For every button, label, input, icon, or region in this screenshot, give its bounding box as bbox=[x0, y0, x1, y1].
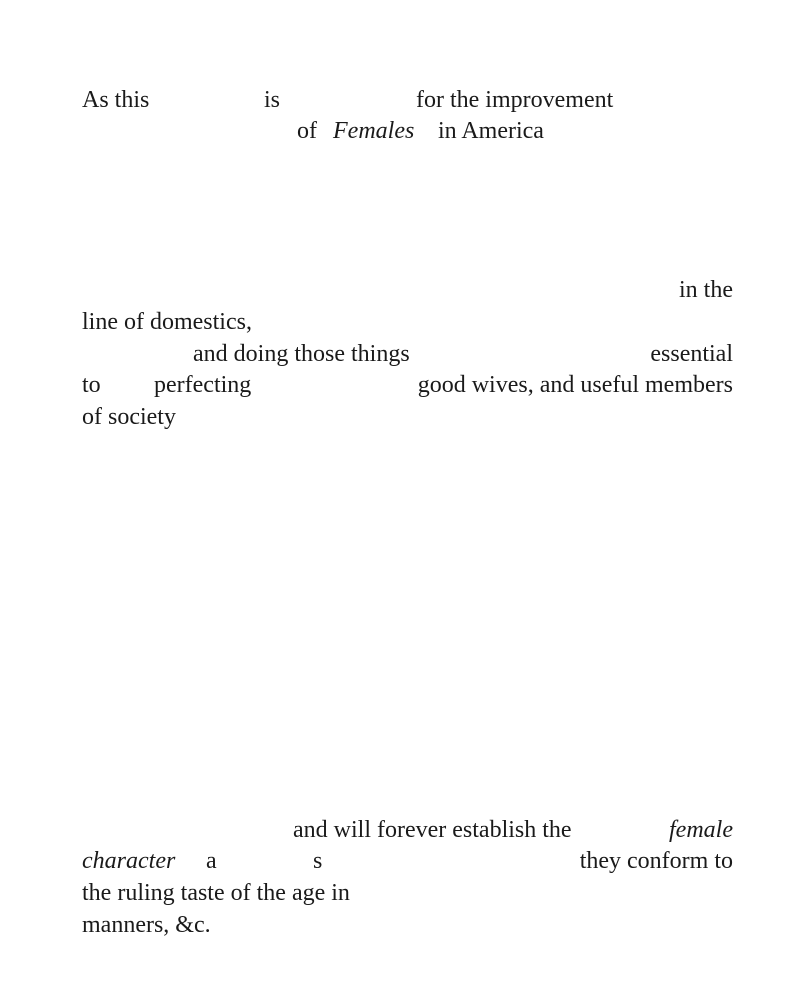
text-fragment: the ruling taste of the age in bbox=[82, 880, 350, 906]
text-fragment: a bbox=[206, 848, 217, 874]
text-fragment: of society bbox=[82, 404, 176, 430]
text-fragment: As this bbox=[82, 87, 150, 113]
text-fragment-italic: Females bbox=[333, 118, 415, 144]
text-fragment: manners, &c. bbox=[82, 912, 211, 938]
text-fragment: and doing those things bbox=[193, 341, 410, 367]
text-fragment: to bbox=[82, 372, 101, 398]
text-fragment: perfecting bbox=[154, 372, 252, 398]
text-fragment: of bbox=[297, 118, 317, 144]
text-fragment: in the bbox=[679, 277, 733, 303]
text-fragment: they conform to bbox=[579, 848, 733, 874]
text-fragment-italic: character bbox=[82, 848, 176, 874]
text-fragment: line of domestics, bbox=[82, 309, 252, 335]
text-fragment: and will forever establish the bbox=[293, 817, 572, 843]
text-fragment: for the improvement bbox=[416, 87, 614, 113]
text-fragment: in America bbox=[438, 118, 544, 144]
text-fragment: is bbox=[264, 87, 281, 113]
text-fragment: s bbox=[313, 848, 323, 874]
text-fragment-italic: female bbox=[669, 817, 733, 843]
text-fragment: good wives, and useful members bbox=[417, 372, 733, 398]
text-fragment: essential bbox=[650, 341, 733, 367]
